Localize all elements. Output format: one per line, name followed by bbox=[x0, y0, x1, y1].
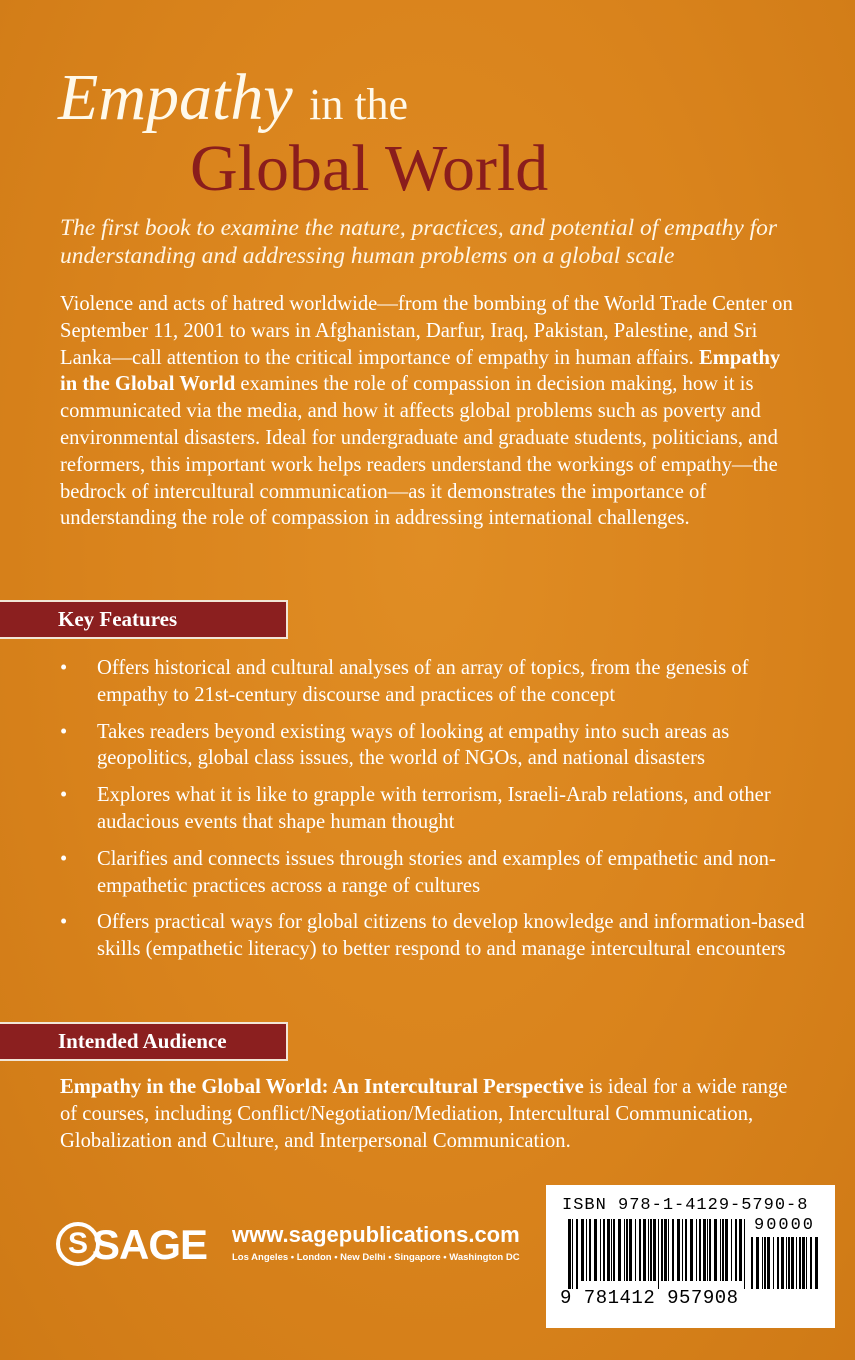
barcode-bar bbox=[603, 1219, 605, 1281]
barcode-bar bbox=[781, 1237, 784, 1289]
audience-book-title: Empathy in the Global World: An Intercultural Perspective bbox=[60, 1076, 584, 1098]
key-features-list bbox=[60, 655, 810, 973]
barcode-bar bbox=[594, 1219, 597, 1281]
barcode-bar bbox=[767, 1237, 770, 1289]
barcode-bar bbox=[762, 1237, 763, 1289]
feature-text: Clarifies and connects issues through stories and examples of empathetic and non-empathetic practices across a range of cultures bbox=[97, 847, 776, 897]
barcode-bar bbox=[777, 1237, 779, 1289]
intended-audience-heading: Intended Audience bbox=[0, 1022, 288, 1061]
barcode-bar bbox=[722, 1219, 724, 1281]
bullet-icon: • bbox=[60, 847, 68, 870]
feature-item bbox=[60, 655, 810, 709]
barcode-bar bbox=[744, 1219, 745, 1289]
barcode-bar bbox=[690, 1219, 693, 1281]
barcode-bar bbox=[650, 1219, 652, 1281]
bullet-icon: • bbox=[60, 720, 68, 743]
title-word-empathy: Empathy bbox=[58, 61, 293, 134]
description-part-1: Violence and acts of hatred worldwide—from the bombing of the World Trade Center on September 11, 2001 to wars in Afghanistan, Darfur, Iraq, Pakistan, Palestine, and Sri Lanka—call attention to the critical importance of empathy in human affairs. bbox=[60, 293, 793, 369]
barcode-bar bbox=[635, 1219, 636, 1281]
barcode-bar bbox=[725, 1219, 728, 1281]
feature-item bbox=[60, 846, 810, 900]
barcode-bar bbox=[581, 1219, 584, 1281]
feature-item bbox=[60, 909, 810, 963]
barcode-bar bbox=[672, 1219, 674, 1281]
description-book-title: Empathy in the Global World bbox=[60, 346, 781, 396]
feature-text: Explores what it is like to grapple with terrorism, Israeli-Arab relations, and other audacious events that shape human thought bbox=[97, 784, 771, 833]
barcode-bar bbox=[682, 1219, 683, 1281]
barcode-bar bbox=[624, 1219, 625, 1281]
barcode-box bbox=[546, 1185, 835, 1328]
feature-text: Offers historical and cultural analyses of an array of topics, from the genesis of empathy to 21st-century discourse and practices of the concept bbox=[97, 657, 749, 706]
barcode-bar bbox=[791, 1237, 794, 1289]
feature-text: Offers practical ways for global citizens to develop knowledge and information-based skills (empathetic literacy) to better respond to and manage intercultural encounters bbox=[97, 911, 805, 961]
barcode-bar bbox=[788, 1237, 790, 1289]
sage-logo-word: SAGE bbox=[92, 1221, 208, 1268]
barcode-bar bbox=[589, 1219, 591, 1281]
barcode-bar bbox=[685, 1219, 687, 1281]
barcode-bar bbox=[751, 1237, 753, 1289]
publisher-url: www.sagepublications.com bbox=[232, 1222, 520, 1247]
tagline: The first book to examine the nature, practices, and potential of empathy for understanding and addressing human problems on a global scale bbox=[60, 215, 778, 269]
barcode-bar bbox=[618, 1219, 621, 1281]
barcode-bar bbox=[806, 1237, 807, 1289]
barcode-bar bbox=[709, 1219, 711, 1281]
barcode-bar bbox=[643, 1219, 646, 1281]
publisher-cities: Los Angeles • London • New Delhi • Singapore • Washington DC bbox=[232, 1252, 520, 1263]
title-line-1 bbox=[58, 62, 758, 141]
price-code: 90000 bbox=[754, 1216, 816, 1235]
barcode-bar bbox=[639, 1219, 641, 1281]
book-title bbox=[58, 61, 758, 205]
description-part-2: examines the role of compassion in decision making, how it is communicated via the media, and how it affects global problems such as poverty and environmental disasters. Ideal for undergraduate and graduate students, politicians, and reformers, this important work helps readers understand the workings of empathy—the bedrock of intercultural communication—as it demonstrates the importance of understanding the role of compassion in addressing international challenges. bbox=[60, 373, 778, 530]
barcode-bar bbox=[696, 1219, 697, 1281]
barcode-bar bbox=[668, 1219, 669, 1281]
barcode-bar bbox=[613, 1219, 615, 1281]
barcode-bar bbox=[607, 1219, 610, 1281]
audience-text bbox=[60, 1074, 800, 1154]
barcode-bar bbox=[677, 1219, 680, 1281]
sage-logo bbox=[56, 1220, 224, 1270]
barcode-bar bbox=[707, 1219, 708, 1281]
feature-item bbox=[60, 719, 810, 773]
barcode-bar bbox=[568, 1219, 571, 1289]
barcode-bar bbox=[629, 1219, 632, 1281]
barcode-bar bbox=[661, 1219, 663, 1281]
barcode-number: 9 781412 957908 bbox=[560, 1287, 739, 1309]
barcode-bar bbox=[576, 1219, 578, 1289]
barcode-bar bbox=[714, 1219, 717, 1281]
barcode-bar bbox=[648, 1219, 649, 1281]
barcode-bar bbox=[756, 1237, 759, 1289]
barcode-bar bbox=[739, 1219, 742, 1281]
audience-description: is ideal for a wide range of courses, including Conflict/Negotiation/Mediation, Intercultural Communication, Globalization and Culture, and Interpersonal Communication. bbox=[60, 1076, 788, 1152]
description bbox=[60, 291, 800, 532]
barcode-bar bbox=[586, 1219, 587, 1281]
barcode-bar bbox=[611, 1219, 612, 1281]
barcode-bar bbox=[799, 1237, 801, 1289]
title-line-2: Global World bbox=[190, 132, 549, 205]
barcode-bar bbox=[810, 1237, 812, 1289]
barcode-bar bbox=[664, 1219, 667, 1281]
feature-text: Takes readers beyond existing ways of looking at empathy into such areas as geopolitics, global class issues, the world of NGOs, and national disasters bbox=[97, 720, 730, 770]
feature-item bbox=[60, 782, 810, 836]
barcode-bar bbox=[786, 1237, 787, 1289]
sage-logo-icon: S bbox=[56, 1222, 100, 1266]
key-features-heading: Key Features bbox=[0, 600, 288, 639]
barcode-bar bbox=[731, 1219, 732, 1281]
barcode-bar bbox=[802, 1237, 805, 1289]
barcode-bar bbox=[658, 1219, 659, 1289]
bullet-icon: • bbox=[60, 784, 68, 807]
barcode-bar bbox=[735, 1219, 737, 1281]
barcode-bar bbox=[699, 1219, 701, 1281]
barcode-bar bbox=[703, 1219, 706, 1281]
barcode-bar bbox=[653, 1219, 656, 1281]
bullet-icon: • bbox=[60, 657, 68, 679]
barcode-bar bbox=[796, 1237, 797, 1289]
barcode-bar bbox=[720, 1219, 721, 1281]
barcode-bar bbox=[773, 1237, 774, 1289]
barcode-bar bbox=[600, 1219, 601, 1281]
barcode-addon bbox=[751, 1237, 819, 1289]
isbn-label: ISBN 978-1-4129-5790-8 bbox=[562, 1196, 809, 1215]
barcode-bar bbox=[815, 1237, 818, 1289]
barcode-bar bbox=[764, 1237, 766, 1289]
barcode-bar bbox=[572, 1219, 573, 1289]
barcode-main bbox=[568, 1219, 748, 1289]
barcode-bar bbox=[626, 1219, 628, 1281]
title-words-in-the: in the bbox=[309, 80, 409, 129]
bullet-icon: • bbox=[60, 911, 68, 934]
